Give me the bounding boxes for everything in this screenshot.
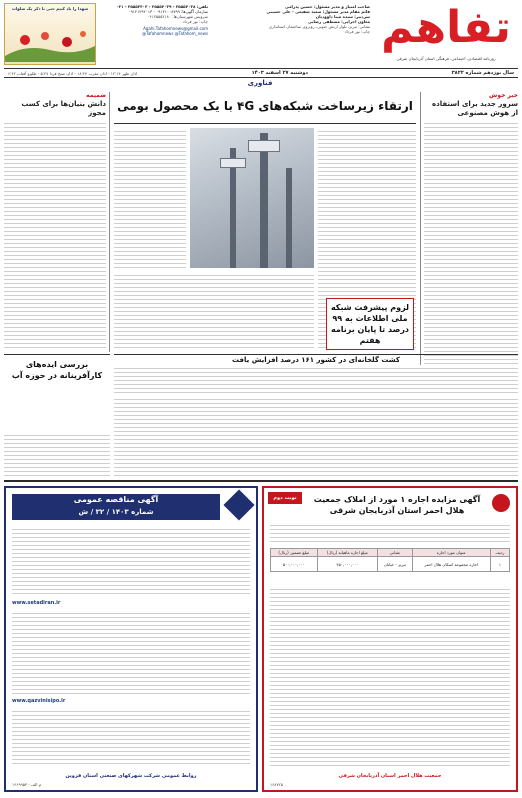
ad-right-footer: جمعیت هلال احمر استان آذربایجان شرقی [338, 773, 442, 779]
motto-banner [4, 3, 96, 65]
section-title: فناوری [247, 79, 273, 87]
ad-left-number: شماره ۱۴۰۳ / ۳۲ / ش [78, 508, 154, 516]
ad-right-intro [270, 522, 510, 544]
ideas-body [114, 396, 518, 476]
ad-left-title: آگهی مناقصه عمومی [73, 495, 159, 504]
prayer-times: اذان ظهر ۱۲:۱۴ - اذان مغرب ۱۸:۲۴ - اذان صبح فردا ۵:۲۷ - طلوع آفتاب ۶:۴۲ [8, 71, 138, 76]
staff-line: معاون اجرایی: مصطفی رضایی [307, 19, 370, 24]
flower-head [41, 32, 49, 40]
tower-mast [260, 133, 268, 268]
staff-line: نشانی: تبریز، بلوار ارتش جنوبی، روبروی ساختمان استانداری [268, 24, 370, 29]
field-shape [5, 46, 95, 62]
motto-text: شهدا را یاد کنیم حتی با ذکر یک صلوات [11, 6, 89, 11]
table-row [271, 557, 510, 572]
staff-line: قائم مقام مدیر مسئول: سعید شفیعی - علی حسینی [266, 9, 370, 14]
contact-line: چاپ: نور فرداد [182, 19, 208, 24]
pullquote-box [326, 298, 414, 350]
staff-line: چاپ: نور فرداد [344, 29, 370, 34]
tender-logo-icon [223, 489, 254, 520]
growth-title: کشت گلخانه‌ای در کشور ۱۶۱ درصد افزایش یافت [232, 356, 400, 364]
logo-tagline: روزنامه اقتصادی، اجتماعی، فرهنگی استان آذربایجان شرقی [396, 56, 496, 61]
red-crescent-icon [492, 494, 510, 512]
staff-block [210, 4, 370, 66]
ad-left-stamp: م الف - ۱۶۶۹۹۵۳ [12, 782, 42, 787]
issue-date: دوشنبه ۲۷ اسفند ۱۴۰۳ [251, 70, 308, 76]
ad-right-table [270, 548, 510, 572]
ad-left-footer: روابط عمومی شرکت شهرکهای صنعتی استان قزوین [65, 773, 197, 779]
table-cell: ۱ [491, 557, 510, 572]
staff-line: سردبیر: سیده مینا داوودیان [315, 14, 370, 19]
antenna-cluster [248, 140, 280, 152]
right-column [420, 92, 518, 392]
table-header-row [271, 549, 510, 557]
ad-left-terms [12, 610, 250, 694]
table-cell: ۴۵۰,۰۰۰,۰۰۰ [317, 557, 378, 572]
contact-line: سرویس شهرستان‌ها: ۰۴۱۳۵۵۵۲۱۸۰ [147, 14, 208, 19]
ideas-title: بررسی ایده‌های کارآفرینانه در حوزه آب [11, 360, 103, 380]
flower-head [62, 37, 72, 47]
ad-badge: نوبت دوم [268, 492, 302, 504]
main-story-photo [190, 128, 314, 268]
contact-block [100, 4, 208, 66]
ad-red-crescent [262, 486, 518, 792]
issue-number: سال نوزدهم شماره ۳۸۲۲ [451, 70, 514, 76]
ad-left-site[interactable]: www.setadiran.ir [12, 600, 61, 606]
section-label [225, 79, 295, 88]
growth-body [114, 365, 518, 393]
ad-left-site-2[interactable]: www.qazvinisipo.ir [12, 698, 66, 704]
right-body-text [424, 120, 518, 390]
left-kicker: ضمیمه [86, 92, 106, 99]
ad-right-stamp: ۱۶۸۷۲۵ [270, 782, 283, 787]
main-story-text-mid [114, 272, 314, 350]
masthead-logo [376, 2, 516, 72]
dateline-bar [4, 68, 518, 78]
social-handles[interactable]: @Tafahomnews @Tafahom_news [142, 31, 208, 36]
main-story-text-left [114, 128, 186, 268]
masthead [0, 0, 522, 88]
pullquote-text: لزوم پیشرفت شبکه ملی اطلاعات به ۹۹ درصد تا پایان برنامه هفتم [330, 303, 410, 345]
main-headline-area [114, 92, 416, 124]
ad-right-terms [270, 586, 510, 766]
right-title: سرور جدید برای استفاده از هوش مصنوعی [431, 100, 518, 117]
table-header-cell: مبلغ تضمین (ریال) [271, 549, 318, 557]
main-headline: ارتقاء زیرساخت شبکه‌های ۴G با یک محصول بومی [117, 99, 413, 113]
table-cell: ۵۰۰,۰۰۰,۰۰۰ [271, 557, 318, 572]
contact-line: سازمان آگهی‌ها: ۰۹۱۴۱۰۰۸۷۹۹ - ۰۹۱۲۱۲۹۲۰۱۳ [128, 9, 208, 14]
staff-line: صاحب امتیاز و مدیر مسئول: حسین پدرامی [285, 4, 370, 9]
ad-left-title-bar [12, 494, 220, 520]
table-header-cell: مبلغ اجاره ماهیانه (ریال) [317, 549, 378, 557]
table-cell: تبریز - خیابان [378, 557, 412, 572]
right-kicker: خبر خوش [489, 92, 518, 99]
flower-head [20, 35, 30, 45]
logo-wordmark: تفاهم [381, 2, 511, 53]
ad-tender [4, 486, 258, 792]
left-column [4, 92, 110, 352]
table-header-cell: عنوان مورد اجاره [412, 549, 490, 557]
flower-head [80, 31, 86, 37]
tower-mast [286, 168, 292, 268]
telecom-tower-photo [190, 128, 314, 268]
ads-divider [4, 480, 518, 482]
left-title: دانش بنیان‌ها برای کسب مجوز [21, 100, 106, 117]
email-text[interactable]: Agahi.Tafahomnews@gmail.com [143, 26, 208, 31]
ad-left-terms-2 [12, 708, 250, 764]
ideas-body-left [4, 432, 110, 476]
table-header-cell: ردیف [491, 549, 510, 557]
growth-story [114, 354, 518, 394]
flower-illustration [5, 16, 95, 62]
contact-line: تلفن: ۳۵۵۵۴۰۳۸ - ۳۵۵۵۴۰۳۹ - ۳۵۵۵۴۴۰۳ - ۰۴۱ [116, 4, 208, 9]
table-cell: اجاره مجموعه اسکان هلال احمر [412, 557, 490, 572]
ad-left-body [12, 526, 250, 596]
ideas-story [4, 354, 110, 428]
ad-right-title: آگهی مزایده اجاره ۱ مورد از املاک جمعیت هلال احمر استان آذربایجان شرقی [313, 495, 481, 515]
left-body-text [4, 120, 106, 350]
table-header-cell: نشانی [378, 549, 412, 557]
antenna-cluster [220, 158, 246, 168]
